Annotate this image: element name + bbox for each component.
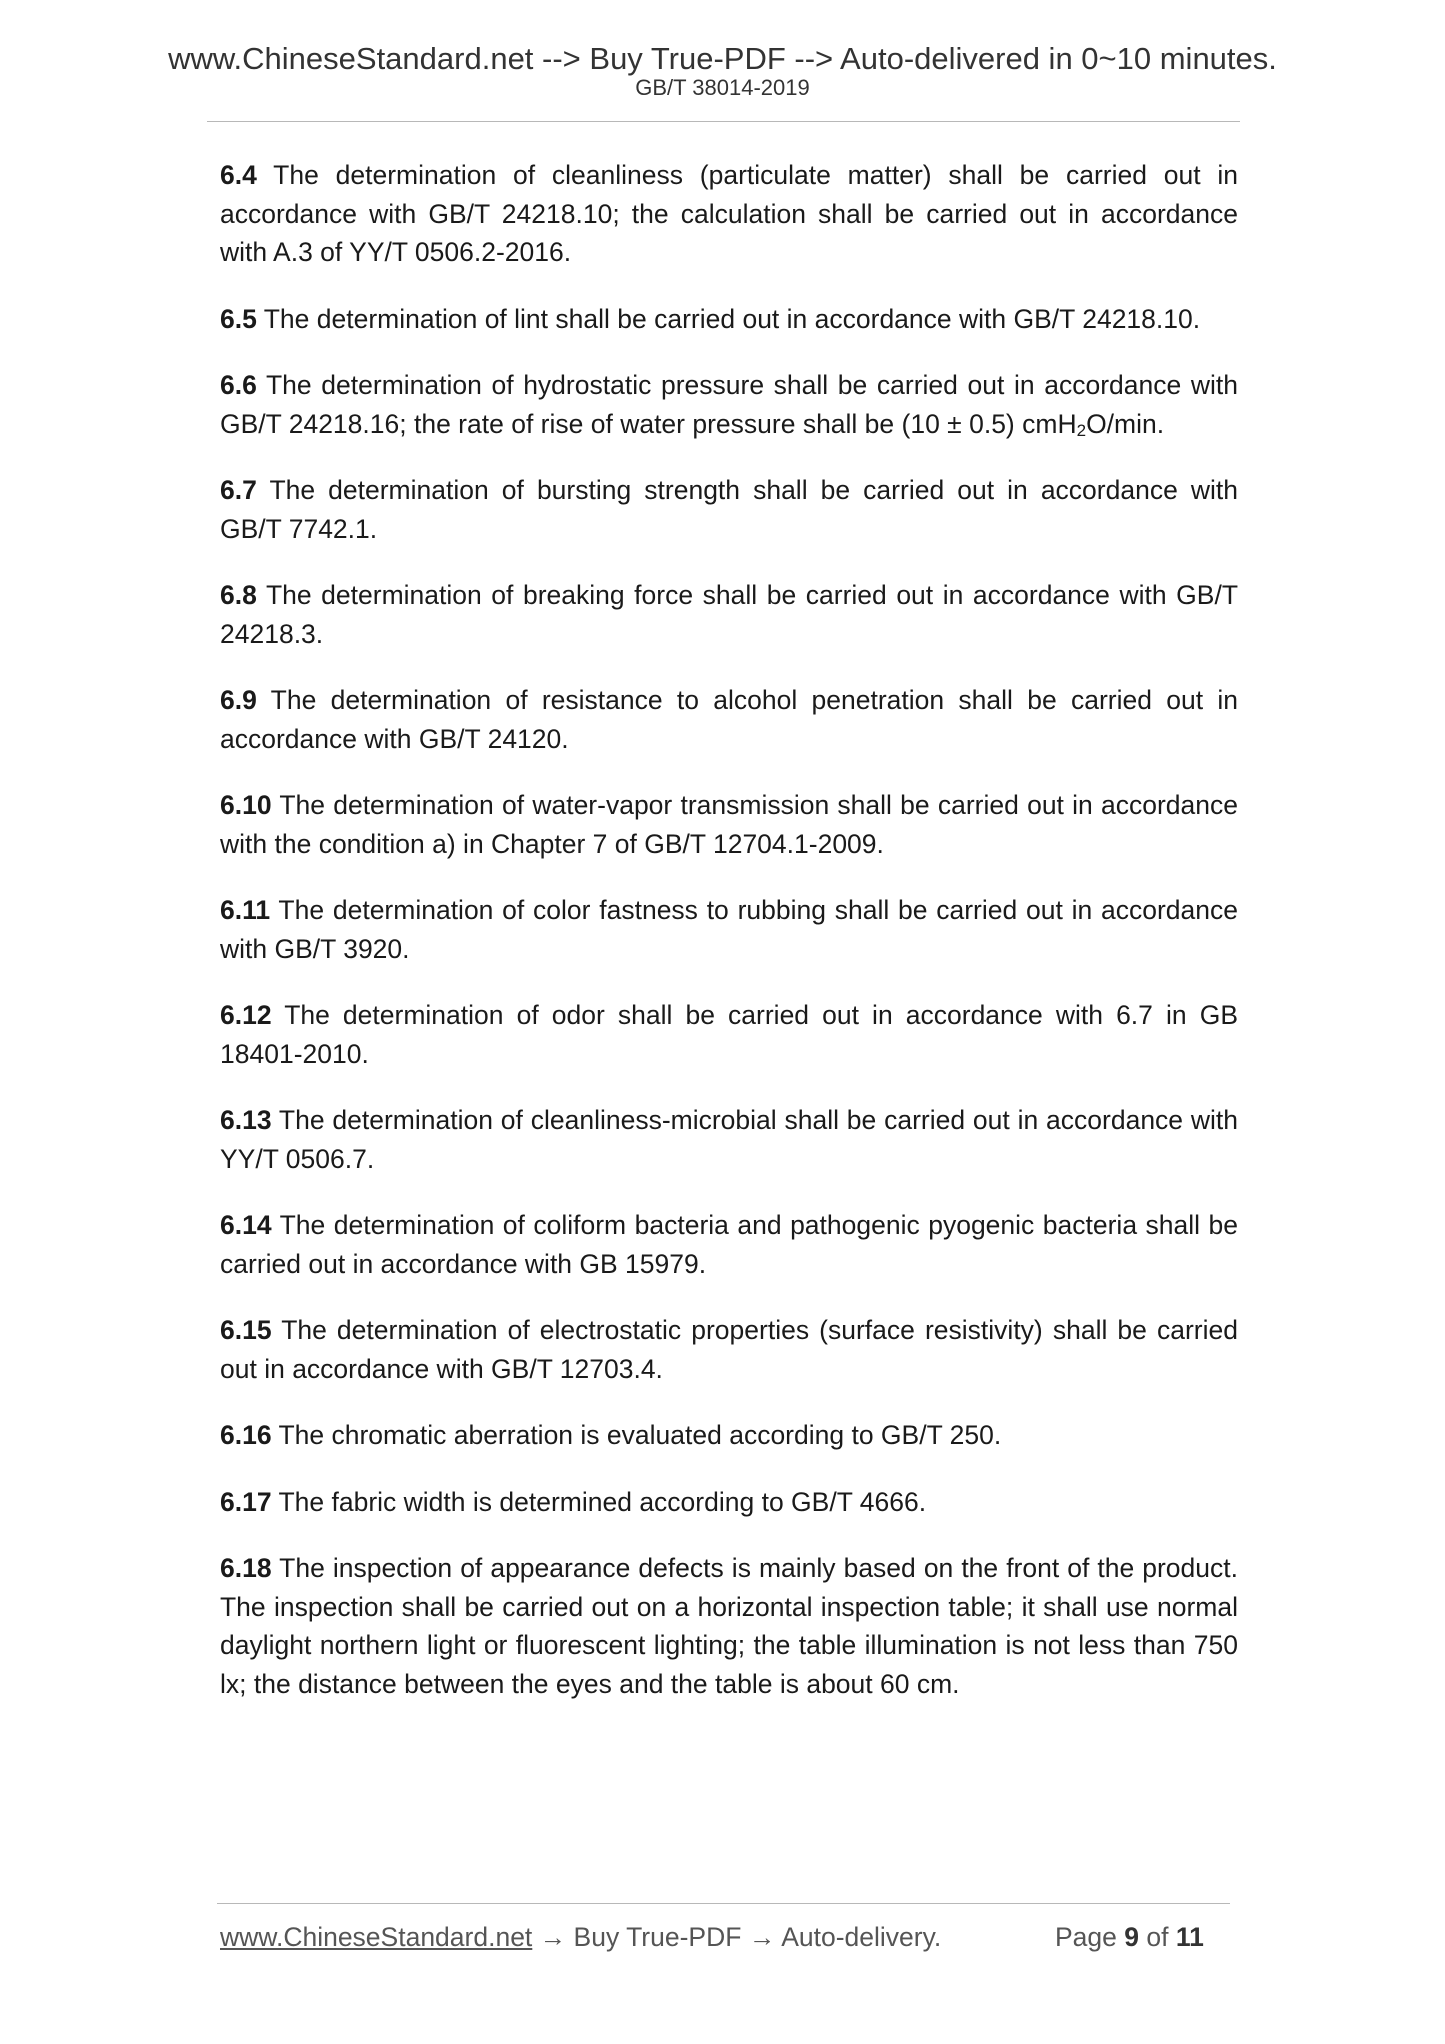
clause-number: 6.14 xyxy=(220,1210,272,1240)
clause-text: The determination of cleanliness (particulate matter) shall be carried out in accordance with GB/T 24218.10; the calculation shall be carried out in accordance with A.3 of YY/T 0506.2-2016. xyxy=(220,160,1239,267)
clause-text: The determination of lint shall be carried out in accordance with GB/T 24218.10. xyxy=(263,303,1201,334)
header-divider xyxy=(207,121,1240,122)
clause-6-8 xyxy=(220,576,1238,653)
page-current: 9 xyxy=(1124,1922,1140,1952)
clause-6-7 xyxy=(220,471,1238,548)
clause-6-12 xyxy=(220,996,1238,1073)
clause-text: The determination of breaking force shall be carried out in accordance with GB/T 24218.3. xyxy=(220,580,1239,649)
clause-text: The inspection of appearance defects is mainly based on the front of the product. The inspection shall be carried out on a horizontal inspection table; it shall use normal daylight northern light or fluorescent lighting; the table illumination is not less than 750 lx; the distance between the eyes and the table is about 60 cm. xyxy=(220,1553,1239,1699)
clause-number: 6.6 xyxy=(220,370,257,400)
clause-number: 6.10 xyxy=(220,790,272,820)
clause-6-6 xyxy=(220,366,1238,443)
clause-text: The determination of coliform bacteria and pathogenic pyogenic bacteria shall be carried out in accordance with GB 15979. xyxy=(220,1210,1238,1279)
clause-text: The determination of electrostatic properties (surface resistivity) shall be carried out in accordance with GB/T 12703.4. xyxy=(220,1315,1238,1384)
footer-promo xyxy=(220,1921,941,1953)
clause-6-14 xyxy=(220,1206,1238,1283)
clause-text: The determination of color fastness to rubbing shall be carried out in accordance with GB/T 3920. xyxy=(220,895,1238,964)
clause-6-10 xyxy=(220,786,1238,863)
clause-number: 6.8 xyxy=(220,580,257,610)
clause-text: The fabric width is determined according to GB/T 4666. xyxy=(278,1486,927,1517)
arrow-right-icon: → xyxy=(748,1922,776,1952)
clause-6-15 xyxy=(220,1311,1238,1388)
clause-6-13 xyxy=(220,1101,1238,1178)
clause-number: 6.15 xyxy=(220,1315,272,1345)
of-label: of xyxy=(1146,1922,1169,1952)
clause-6-17 xyxy=(220,1483,1238,1522)
document-code: GB/T 38014-2019 xyxy=(635,75,810,100)
clause-text: The determination of water-vapor transmission shall be carried out in accordance with the condition a) in Chapter 7 of GB/T 12704.1-2009. xyxy=(220,790,1238,859)
clause-text-unit: O/min. xyxy=(1086,408,1165,439)
document-body xyxy=(220,156,1238,1731)
clause-6-4 xyxy=(220,156,1238,272)
clause-number: 6.9 xyxy=(220,685,257,715)
clause-6-5 xyxy=(220,300,1238,339)
clause-number: 6.16 xyxy=(220,1420,272,1450)
clause-6-9 xyxy=(220,681,1238,758)
clause-text: The determination of odor shall be carried out in accordance with 6.7 in GB 18401-2010. xyxy=(220,1000,1238,1069)
footer-delivery-text: Auto-delivery. xyxy=(781,1922,942,1952)
clause-number: 6.4 xyxy=(220,160,257,190)
page-total: 11 xyxy=(1175,1922,1204,1952)
clause-number: 6.5 xyxy=(220,303,257,334)
clause-number: 6.18 xyxy=(220,1553,272,1583)
header-banner: www.ChineseStandard.net --> Buy True-PDF --> Auto-delivered in 0~10 minutes. xyxy=(168,41,1277,76)
clause-6-16 xyxy=(220,1416,1238,1455)
clause-6-18 xyxy=(220,1549,1238,1703)
clause-text: The determination of resistance to alcohol penetration shall be carried out in accordance with GB/T 24120. xyxy=(220,685,1239,754)
footer-site-link[interactable]: www.ChineseStandard.net xyxy=(220,1922,533,1952)
footer-buy-text: Buy True-PDF xyxy=(573,1922,742,1952)
clause-text: The determination of hydrostatic pressure shall be carried out in accordance with GB/T 24218.16; the rate of rise of water pressure shall be (10 ± 0.5) cmH xyxy=(220,370,1238,439)
clause-number: 6.7 xyxy=(220,475,257,505)
clause-text: The determination of cleanliness-microbial shall be carried out in accordance with YY/T 0506.7. xyxy=(220,1105,1238,1174)
clause-number: 6.13 xyxy=(220,1105,272,1135)
clause-number: 6.12 xyxy=(220,1000,272,1030)
clause-6-11 xyxy=(220,891,1238,968)
clause-number: 6.11 xyxy=(220,895,271,925)
arrow-right-icon: → xyxy=(539,1922,567,1952)
clause-text: The chromatic aberration is evaluated according to GB/T 250. xyxy=(278,1420,1002,1450)
page-indicator xyxy=(1055,1921,1204,1953)
clause-text: The determination of bursting strength shall be carried out in accordance with GB/T 7742.1. xyxy=(220,475,1239,544)
subscript-2: 2 xyxy=(1076,420,1087,440)
clause-number: 6.17 xyxy=(220,1486,272,1517)
page-label: Page xyxy=(1055,1922,1117,1952)
footer-divider xyxy=(217,1903,1230,1904)
